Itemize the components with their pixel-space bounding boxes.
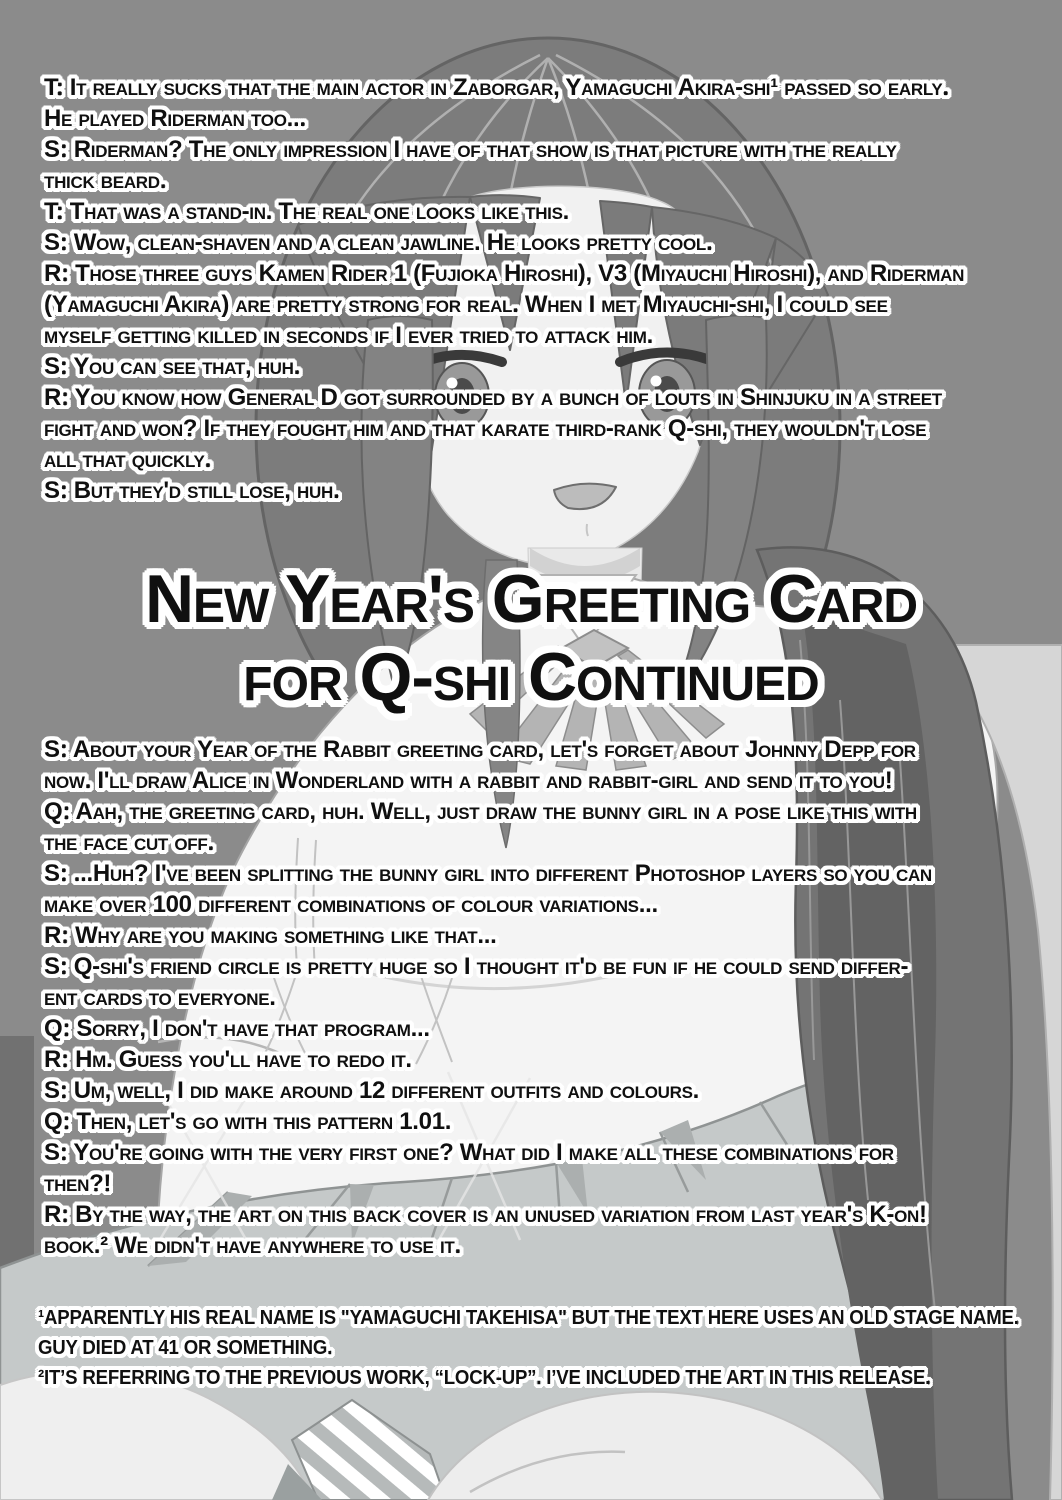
dialogue-line: Q: Aah, the greeting card, huh. Well, just draw the bunny girl in a pose like this with — [44, 798, 917, 825]
dialogue-line: all that quickly. — [44, 446, 211, 473]
dialogue-line: S: Riderman? The only impression I have of that show is that picture with the really — [44, 136, 897, 163]
dialogue-line: R: Why are you making something like that... — [44, 922, 497, 949]
dialogue-line: T: That was a stand-in. The real one looks like this. — [44, 198, 570, 225]
footnote-line: GUY DIED AT 41 OR SOMETHING. — [38, 1337, 333, 1359]
dialogue-line: (Yamaguchi Akira) are pretty strong for real. When I met Miyauchi-shi, I could see — [44, 291, 888, 318]
dialogue-line: S: About your Year of the Rabbit greeting card, let's forget about Johnny Depp for — [44, 736, 916, 763]
section-title-line-2: for Q-shi Continued — [243, 639, 819, 715]
dialogue-line: R: You know how General D got surrounded by a bunch of louts in Shinjuku in a street — [44, 384, 942, 411]
bottom-dialogue-block — [44, 734, 932, 1261]
dialogue-line: S: But they'd still lose, huh. — [44, 477, 340, 504]
dialogue-line: fight and won? If they fought him and that karate third-rank Q-shi, they wouldn't lose — [44, 415, 927, 442]
dialogue-line: Q: Sorry, I don't have that program... — [44, 1015, 430, 1042]
dialogue-line: S: You're going with the very first one? What did I make all these combinations for — [44, 1139, 894, 1166]
dialogue-line: book.² We didn't have anywhere to use it. — [44, 1232, 461, 1259]
dialogue-line: S: Um, well, I did make around 12 different outfits and colours. — [44, 1077, 700, 1104]
footnotes-block — [38, 1303, 1019, 1393]
dialogue-line: R: By the way, the art on this back cover is an unused variation from last year's K-on! — [44, 1201, 927, 1228]
dialogue-line: He played Riderman too... — [44, 105, 306, 132]
dialogue-line: ent cards to everyone. — [44, 984, 276, 1011]
dialogue-line: S: Q-shi's friend circle is pretty huge so I thought it'd be fun if he could send differ- — [44, 953, 909, 980]
dialogue-line: make over 100 different combinations of colour variations... — [44, 891, 658, 918]
dialogue-line: S: You can see that, huh. — [44, 353, 300, 380]
dialogue-line: R: Hm. Guess you'll have to redo it. — [44, 1046, 412, 1073]
top-dialogue-block — [44, 72, 964, 506]
dialogue-line: then?! — [44, 1170, 112, 1197]
dialogue-line: Q: Then, let's go with this pattern 1.01. — [44, 1108, 452, 1135]
section-title — [0, 560, 1062, 716]
dialogue-line: now. I'll draw Alice in Wonderland with a rabbit and rabbit-girl and send it to you! — [44, 767, 893, 794]
footnote-line: ²IT’S REFERRING TO THE PREVIOUS WORK, “LOCK-UP”. I’VE INCLUDED THE ART IN THIS RELEASE. — [38, 1367, 931, 1389]
left-background-shade — [0, 1036, 34, 1284]
dialogue-line: T: It really sucks that the main actor in Zaborgar, Yamaguchi Akira-shi¹ passed so early. — [44, 74, 949, 101]
dialogue-line: thick beard. — [44, 167, 167, 194]
dialogue-line: the face cut off. — [44, 829, 214, 856]
section-title-line-1: New Year's Greeting Card — [144, 561, 918, 637]
dialogue-line: S: Wow, clean-shaven and a clean jawline. He looks pretty cool. — [44, 229, 713, 256]
dialogue-line: myself getting killed in seconds if I ever tried to attack him. — [44, 322, 653, 349]
dialogue-line: R: Those three guys Kamen Rider 1 (Fujioka Hiroshi), V3 (Miyauchi Hiroshi), and Riderman — [44, 260, 965, 287]
dialogue-line: S: ...Huh? I've been splitting the bunny girl into different Photoshop layers so you can — [44, 860, 932, 887]
footnote-line: ¹APPARENTLY HIS REAL NAME IS "YAMAGUCHI TAKEHISA" BUT THE TEXT HERE USES AN OLD STAGE NAME. — [38, 1307, 1019, 1329]
